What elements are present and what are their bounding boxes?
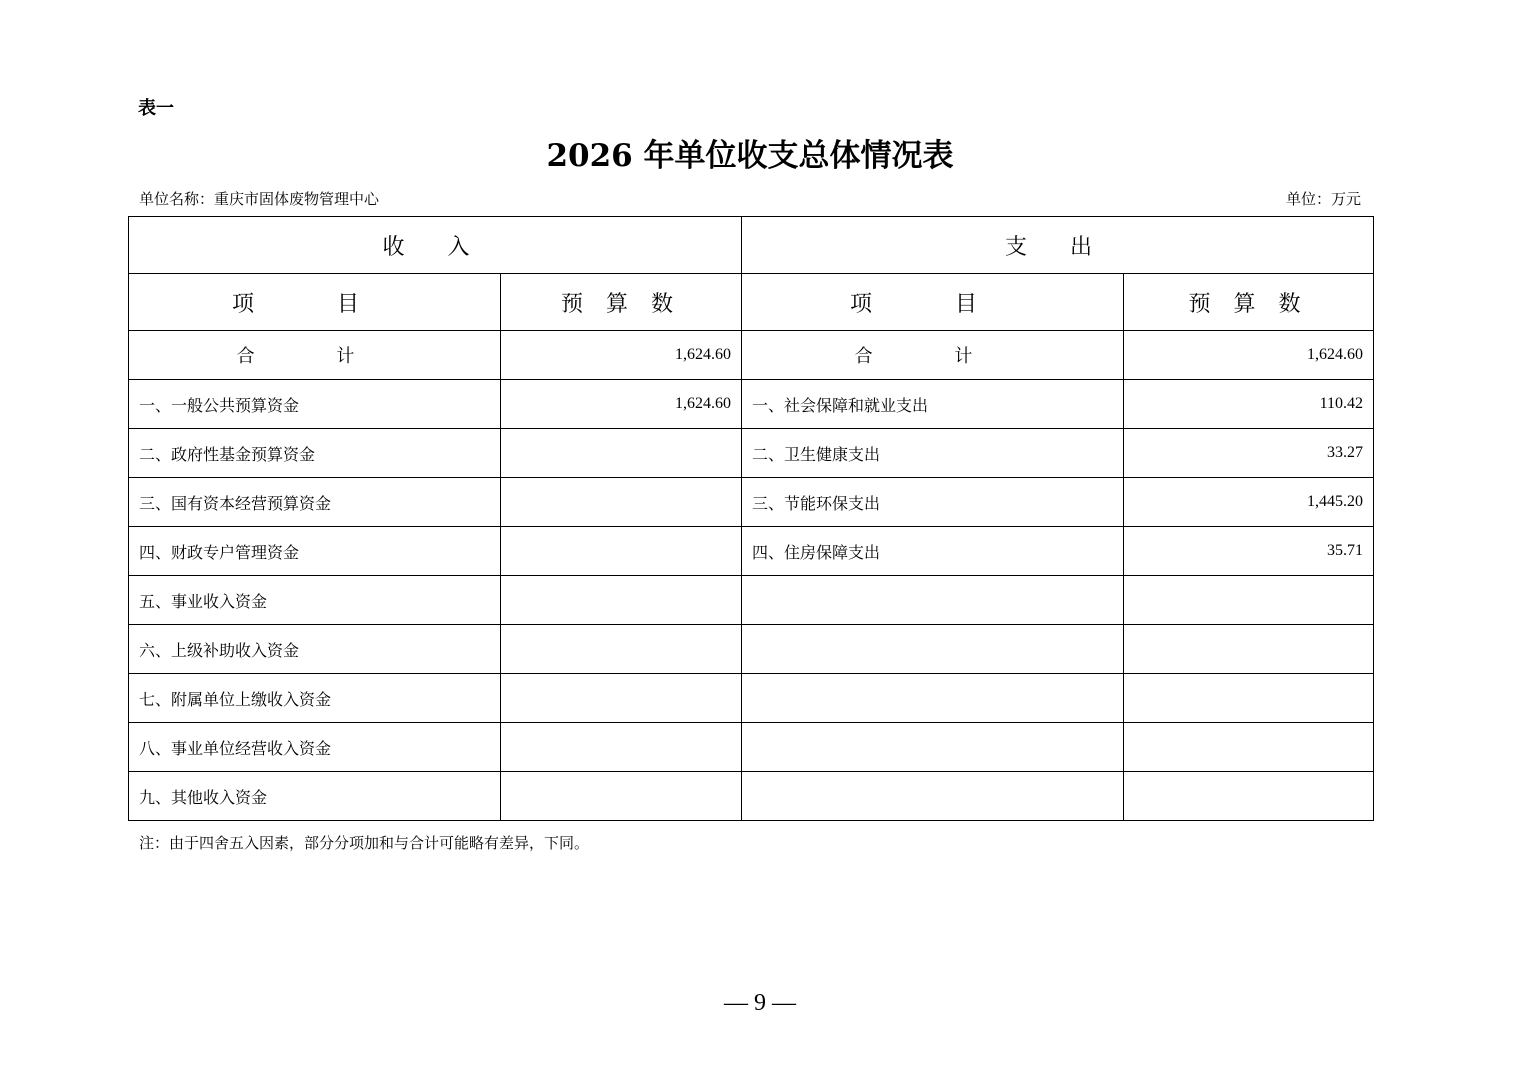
- expense-value: [1124, 723, 1374, 772]
- expense-item: 四、住房保障支出: [742, 527, 1124, 576]
- expense-value: 35.71: [1124, 527, 1374, 576]
- expense-item: [742, 625, 1124, 674]
- table-row: [129, 772, 1374, 821]
- footnote: 注：由于四舍五入因素，部分分项加和与合计可能略有差异，下同。: [139, 834, 590, 852]
- page-number: — 9 —: [724, 990, 796, 1016]
- expense-item: [742, 772, 1124, 821]
- expense-value: [1124, 674, 1374, 723]
- expense-value: [1124, 772, 1374, 821]
- expense-value: [1124, 576, 1374, 625]
- income-budget-header: 预 算 数: [501, 274, 742, 331]
- income-item: 一、一般公共预算资金: [129, 380, 501, 429]
- expense-value: [1124, 625, 1374, 674]
- unit-name: 单位名称：重庆市固体废物管理中心: [139, 190, 380, 208]
- income-item: 三、国有资本经营预算资金: [129, 478, 501, 527]
- expense-item: 一、社会保障和就业支出: [742, 380, 1124, 429]
- table-row: [129, 723, 1374, 772]
- table-row: [129, 478, 1374, 527]
- income-value: [501, 478, 742, 527]
- expense-item: [742, 674, 1124, 723]
- total-row: [129, 331, 1374, 380]
- table-row: [129, 674, 1374, 723]
- table-row: [129, 429, 1374, 478]
- expense-budget-header: 预 算 数: [1124, 274, 1374, 331]
- column-header-row: [129, 274, 1374, 331]
- expense-item-header: 项 目: [742, 274, 1124, 331]
- expense-value: 1,445.20: [1124, 478, 1374, 527]
- unit-label: 单位：万元: [1285, 190, 1361, 208]
- table-row: [129, 625, 1374, 674]
- income-value: [501, 576, 742, 625]
- expense-item: [742, 576, 1124, 625]
- income-value: [501, 772, 742, 821]
- expense-item: 三、节能环保支出: [742, 478, 1124, 527]
- income-item-header: 项 目: [129, 274, 501, 331]
- page-title: 2026 年单位收支总体情况表: [546, 138, 954, 174]
- expense-header: 支 出: [742, 217, 1374, 274]
- expense-value: 110.42: [1124, 380, 1374, 429]
- income-item: 九、其他收入资金: [129, 772, 501, 821]
- income-item: 七、附属单位上缴收入资金: [129, 674, 501, 723]
- income-value: [501, 723, 742, 772]
- income-value: [501, 429, 742, 478]
- income-total-value: 1,624.60: [501, 331, 742, 380]
- table-label: 表一: [138, 98, 174, 119]
- income-item: 二、政府性基金预算资金: [129, 429, 501, 478]
- table-row: [129, 576, 1374, 625]
- table-row: [129, 527, 1374, 576]
- expense-total-label: 合 计: [742, 331, 1124, 380]
- income-value: 1,624.60: [501, 380, 742, 429]
- income-item: 六、上级补助收入资金: [129, 625, 501, 674]
- income-header: 收 入: [129, 217, 742, 274]
- expense-item: [742, 723, 1124, 772]
- section-header-row: [129, 217, 1374, 274]
- income-value: [501, 625, 742, 674]
- income-value: [501, 674, 742, 723]
- budget-table: [128, 216, 1374, 821]
- income-item: 五、事业收入资金: [129, 576, 501, 625]
- income-total-label: 合 计: [129, 331, 501, 380]
- expense-value: 33.27: [1124, 429, 1374, 478]
- income-item: 四、财政专户管理资金: [129, 527, 501, 576]
- income-item: 八、事业单位经营收入资金: [129, 723, 501, 772]
- expense-item: 二、卫生健康支出: [742, 429, 1124, 478]
- income-value: [501, 527, 742, 576]
- table-row: [129, 380, 1374, 429]
- expense-total-value: 1,624.60: [1124, 331, 1374, 380]
